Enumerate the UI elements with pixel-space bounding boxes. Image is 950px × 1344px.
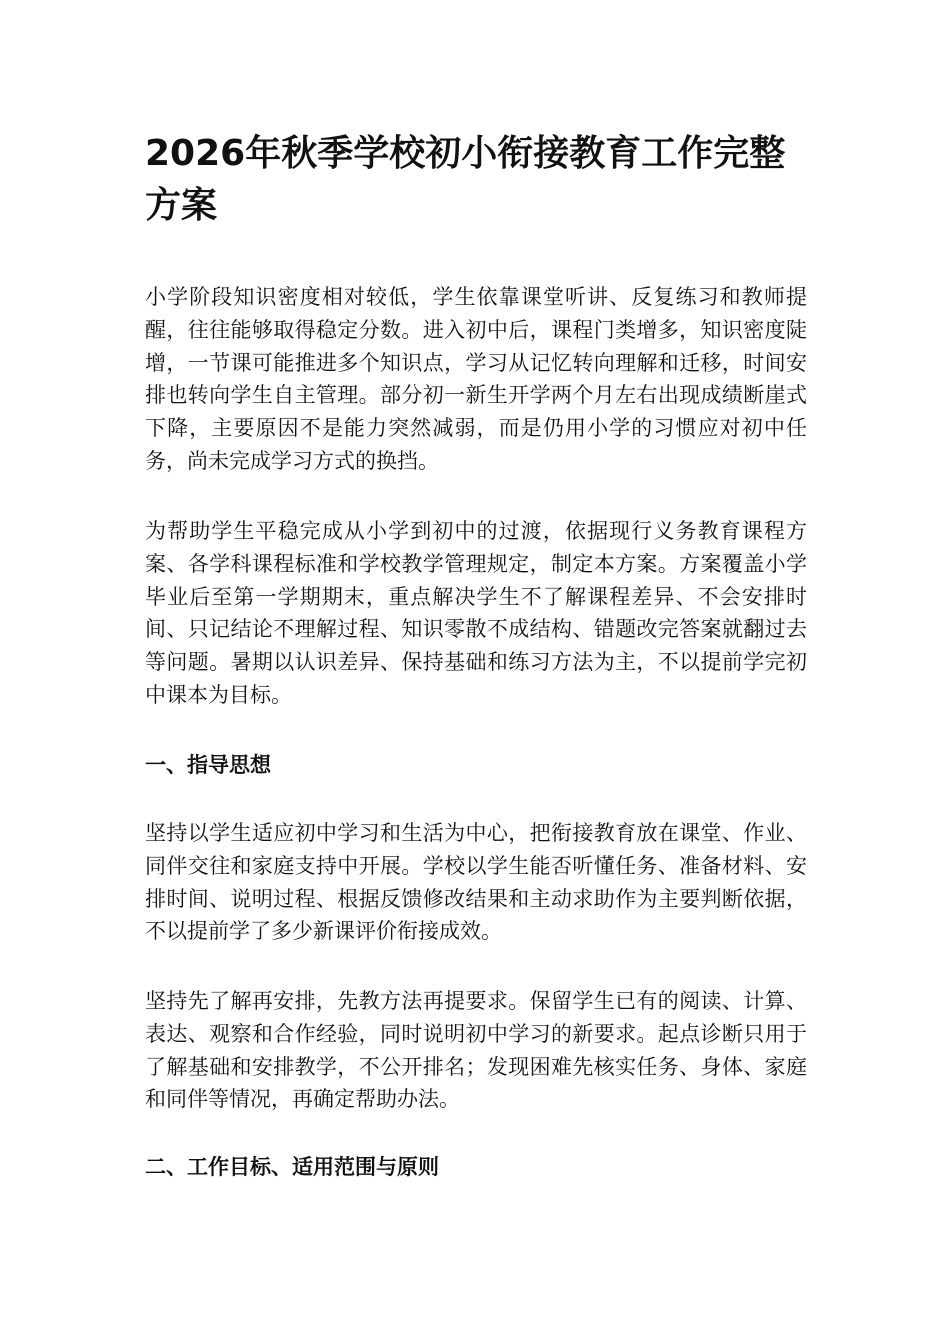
section-heading-goals-scope-principles: 二、工作目标、适用范围与原则 [145, 1155, 439, 1179]
intro-paragraph-1: 小学阶段知识密度相对较低，学生依靠课堂听讲、反复练习和教师提醒，往往能够取得稳定分数。进入初中后，课程门类增多，知识密度陡增，一节课可能推进多个知识点，学习从记忆转向理解和迁移，时间安排也转向学生自主管理。部分初一新生开学两个月左右出现成绩断崖式下降，主要原因不是能力突然减弱，而是仍用小学的习惯应对初中任务，尚未完成学习方式的换挡。 [145, 285, 807, 473]
section-heading-guiding-ideology: 一、指导思想 [145, 753, 271, 777]
intro-paragraph-2: 为帮助学生平稳完成从小学到初中的过渡，依据现行义务教育课程方案、各学科课程标准和学校教学管理规定，制定本方案。方案覆盖小学毕业后至第一学期期末，重点解决学生不了解课程差异、不会安排时间、只记结论不理解过程、知识零散不成结构、错题改完答案就翻过去等问题。暑期以认识差异、保持基础和练习方法为主，不以提前学完初中课本为目标。 [145, 519, 807, 707]
document-title: 2026年秋季学校初小衔接教育工作完整方案 [145, 133, 786, 226]
section-1-paragraph-1: 坚持以学生适应初中学习和生活为中心，把衔接教育放在课堂、作业、同伴交往和家庭支持中开展。学校以学生能否听懂任务、准备材料、安排时间、说明过程、根据反馈修改结果和主动求助作为主要判断依据，不以提前学了多少新课评价衔接成效。 [145, 821, 807, 944]
section-1-paragraph-2: 坚持先了解再安排，先教方法再提要求。保留学生已有的阅读、计算、表达、观察和合作经验，同时说明初中学习的新要求。起点诊断只用于了解基础和安排教学，不公开排名；发现困难先核实任务、身体、家庭和同伴等情况，再确定帮助办法。 [145, 989, 807, 1112]
